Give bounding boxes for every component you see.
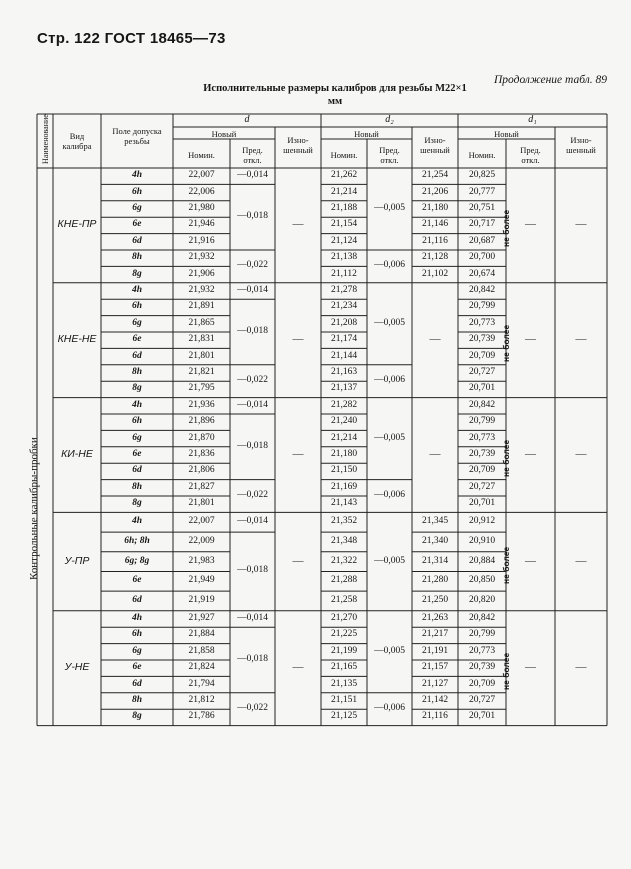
d2-nominal: 21,225 [330,629,358,640]
d-nominal: 21,946 [188,219,215,230]
d1-nominal: 20,674 [468,268,496,279]
header-pred-0: Пред. откл. [242,145,263,165]
d2-nominal: 21,214 [330,432,358,443]
d1-dev-dash: — [525,448,536,460]
continuation-note: Продолжение табл. 89 [494,74,607,86]
d1-nominal: 20,777 [468,186,496,197]
d-deviation: —0,014 [237,285,268,295]
header-nom-2: Номин. [468,150,496,160]
d2-worn: 21,206 [421,186,449,197]
fit-tolerance: 6d [132,465,142,476]
d1-nominal: 20,850 [468,575,496,586]
d-worn-dash: — [292,661,304,674]
d2-nominal: 21,135 [330,678,358,689]
d1-nominal: 20,773 [468,645,496,656]
d1-nominal: 20,739 [468,662,496,673]
d1-nominal: 20,912 [468,516,496,527]
d1-nominal: 20,842 [468,613,496,623]
fit-tolerance: 8g [132,383,142,394]
gauge-type: КИ-НЕ [61,448,93,460]
fit-tolerance: 6e [132,575,142,586]
d1-nominal: 20,739 [468,449,496,459]
d1-nominal: 20,701 [468,711,496,722]
header-d1: d₁ [528,114,537,125]
d2-deviation: —0,006 [374,703,405,714]
d2-worn: 21,157 [421,662,449,673]
fit-tolerance: 8g [132,498,142,509]
d2-worn: 21,345 [421,516,449,527]
header-new-d: Новый [211,129,237,139]
d-nominal: 21,936 [188,399,215,410]
d-nominal: 21,806 [188,465,215,476]
d-nominal: 22,007 [188,516,215,527]
d-nominal: 21,827 [188,481,215,492]
gauge-type: КНЕ-НЕ [57,333,97,346]
d1-nominal: 20,687 [468,235,496,246]
no-more-label: не более [501,324,511,363]
d2-nominal: 21,214 [330,186,358,197]
d2-nominal: 21,322 [330,555,358,566]
d-worn-dash: — [292,448,304,460]
d-deviation: —0,018 [237,211,268,222]
d2-worn: 21,102 [421,268,449,279]
fit-tolerance: 6g [132,203,142,213]
d2-worn-dash: — [429,448,441,460]
fit-tolerance: 6e [132,334,142,345]
d2-nominal: 21,180 [330,449,358,459]
no-more-label: не более [501,439,511,477]
d-nominal: 21,821 [188,367,215,377]
d2-worn: 21,146 [421,219,449,230]
d-nominal: 22,009 [188,535,215,546]
d2-worn-dash: — [429,333,441,346]
d2-nominal: 21,144 [330,350,358,361]
d2-nominal: 21,258 [330,594,358,605]
d2-nominal: 21,288 [330,575,358,586]
fit-tolerance: 8g [132,711,142,722]
d2-nominal: 21,352 [330,516,358,527]
d-deviation: —0,022 [237,490,268,500]
d2-nominal: 21,137 [330,383,358,394]
d1-nominal: 20,799 [468,629,496,640]
d2-deviation: —0,005 [374,203,405,213]
fit-tolerance: 6h [131,416,143,427]
d2-nominal: 21,138 [330,252,358,263]
d1-dev-dash: — [525,554,536,567]
d-deviation: —0,022 [237,260,268,271]
fit-tolerance: 4h [131,613,143,623]
fit-tolerance: 6e [132,219,142,230]
fit-tolerance: 4h [131,170,143,181]
d1-nominal: 20,701 [468,383,496,394]
d-nominal: 22,007 [188,170,215,181]
d2-worn: 21,263 [421,613,449,623]
d1-nominal: 20,799 [468,416,496,427]
fit-tolerance: 6d [132,235,142,246]
d-deviation: —0,018 [237,565,268,576]
d-nominal: 21,865 [188,317,215,328]
fit-tolerance: 6g [132,317,142,328]
title-text: Исполнительные размеры калибров для резьбы М22×1 [203,83,467,94]
d1-nominal: 20,727 [468,481,496,492]
d2-worn: 21,127 [421,678,449,689]
d1-nominal: 20,700 [468,252,496,263]
d1-nominal: 20,799 [468,301,496,312]
d1-nominal: 20,773 [468,432,496,443]
fit-tolerance: 6e [132,449,142,459]
d-deviation: —0,018 [237,440,268,451]
fit-tolerance: 6h; 8h [124,535,150,546]
d-deviation: —0,014 [237,516,268,527]
d2-nominal: 21,208 [330,317,358,328]
d-deviation: —0,018 [237,326,268,336]
header-new-d2: Новый [354,129,379,139]
d-nominal: 21,794 [188,678,215,689]
d2-worn: 21,116 [422,711,448,722]
header-pole: Поле допуска резьбы [112,126,162,146]
page-header: Стр. 122 ГОСТ 18465—73 [37,30,226,47]
d-nominal: 21,891 [188,301,215,312]
header-pred-1: Пред. откл. [379,145,400,165]
d2-worn: 21,180 [421,203,449,213]
d2-nominal: 21,163 [330,367,358,377]
d2-nominal: 21,165 [330,662,358,673]
d-nominal: 21,916 [188,235,215,246]
d1-nominal: 20,701 [468,498,496,509]
fit-tolerance: 4h [131,399,143,410]
d1-dev-dash: — [525,333,536,346]
d1-nominal: 20,727 [468,695,496,705]
d1-nominal: 20,825 [468,170,496,181]
d2-deviation: —0,005 [374,645,405,656]
d-nominal: 21,801 [188,350,215,361]
fit-tolerance: 6h [131,301,143,312]
gauge-type: КНЕ-ПР [57,218,97,231]
d1-worn-dash: — [575,218,587,231]
d-nominal: 21,896 [188,416,215,427]
fit-tolerance: 6g; 8g [124,555,150,566]
d2-worn: 21,217 [421,629,449,640]
d2-deviation: —0,005 [374,432,405,443]
d-worn-dash: — [292,554,304,567]
d2-deviation: —0,006 [374,490,405,500]
d1-nominal: 20,773 [468,317,496,328]
d-nominal: 21,906 [188,268,215,279]
d-worn-dash: — [292,333,304,346]
d2-worn: 21,314 [421,555,449,566]
side-label: Контрольные калибры-пробки [28,437,40,580]
d2-nominal: 21,143 [330,498,358,509]
no-more-label: не более [501,652,511,691]
gauge-type: У-НЕ [64,661,90,674]
fit-tolerance: 6g [132,432,142,443]
d-nominal: 21,801 [188,498,215,509]
d1-nominal: 20,751 [468,203,496,213]
d1-nominal: 20,842 [468,285,496,295]
d-nominal: 21,836 [188,449,215,459]
d2-deviation: —0,005 [374,317,405,328]
d-nominal: 21,858 [188,645,215,656]
d2-nominal: 21,240 [330,416,358,427]
header-pred-2: Пред. откл. [520,145,541,165]
d2-nominal: 21,174 [330,334,358,345]
header-nom-0: Номин. [188,150,215,160]
d-nominal: 21,870 [188,432,215,443]
d1-nominal: 20,842 [468,399,496,410]
d2-nominal: 21,154 [330,219,358,230]
d2-deviation: —0,005 [374,555,405,566]
no-more-label: не более [501,546,511,584]
d2-nominal: 21,188 [330,203,358,213]
d2-nominal: 21,124 [330,235,358,246]
d-deviation: —0,022 [237,375,268,386]
fit-tolerance: 8h [131,252,143,263]
d2-worn: 21,254 [421,170,449,181]
d1-nominal: 20,910 [468,535,496,546]
d-worn-dash: — [292,218,304,231]
header-naim: Наименование [41,114,50,164]
d2-worn: 21,191 [421,645,449,656]
d2-nominal: 21,270 [330,613,358,623]
fit-tolerance: 8g [132,268,142,279]
d2-nominal: 21,234 [330,301,358,312]
d1-nominal: 20,820 [468,594,496,605]
d2-worn: 21,340 [421,535,449,546]
d-deviation: —0,022 [237,703,268,714]
d1-nominal: 20,739 [468,334,496,345]
d1-nominal: 20,727 [468,367,496,377]
d-deviation: —0,018 [237,654,268,664]
fit-tolerance: 4h [131,516,143,527]
d1-dev-dash: — [525,218,536,231]
d-nominal: 21,949 [188,575,215,586]
d1-nominal: 20,884 [468,555,496,566]
d-nominal: 21,932 [188,252,215,263]
d1-worn-dash: — [575,554,587,567]
d-nominal: 21,831 [188,334,215,345]
d1-dev-dash: — [525,661,536,674]
d-nominal: 21,919 [188,594,215,605]
fit-tolerance: 6h [131,186,143,197]
d-deviation: —0,014 [237,170,268,181]
d2-deviation: —0,006 [374,375,405,386]
d2-nominal: 21,348 [330,535,358,546]
d-nominal: 21,983 [188,555,215,566]
d1-nominal: 20,709 [468,678,496,689]
d-nominal: 21,795 [188,383,215,394]
fit-tolerance: 8h [131,481,143,492]
fit-tolerance: 4h [131,285,143,295]
d-nominal: 21,932 [188,285,215,295]
d1-nominal: 20,709 [468,350,496,361]
header-izn-1: Изно-шенный [420,135,450,155]
d2-nominal: 21,150 [330,465,358,476]
d-nominal: 21,980 [188,203,215,213]
units-label: мм [327,96,343,107]
header-d: d [244,114,250,125]
d-deviation: —0,014 [237,613,268,623]
d2-nominal: 21,282 [330,399,358,410]
d1-worn-dash: — [575,333,587,346]
d2-nominal: 21,278 [330,285,358,295]
fit-tolerance: 8h [131,695,143,705]
fit-tolerance: 6e [132,662,142,673]
d2-worn: 21,250 [421,594,449,605]
d1-nominal: 20,717 [468,219,496,230]
d-nominal: 21,884 [188,629,215,640]
d-nominal: 21,927 [188,613,215,623]
fit-tolerance: 6d [132,594,142,605]
d-nominal: 21,812 [188,695,215,705]
header-d2: d₂ [385,114,394,125]
d1-worn-dash: — [575,448,587,460]
no-more-label: не более [501,210,511,248]
fit-tolerance: 6g [132,645,142,656]
gauge-type: У-ПР [64,554,90,567]
d1-nominal: 20,709 [468,465,496,476]
d-nominal: 21,824 [188,662,215,673]
fit-tolerance: 6h [131,629,143,640]
d-nominal: 21,786 [188,711,215,722]
d2-nominal: 21,199 [330,645,358,656]
d2-nominal: 21,169 [330,481,358,492]
d2-deviation: —0,006 [374,260,405,271]
header-izn-0: Изно-шенный [283,135,313,155]
header-vid: Вид калибра [62,131,92,151]
d1-worn-dash: — [575,661,587,674]
d2-nominal: 21,125 [330,711,358,722]
header-new-d1: Новый [494,129,519,139]
header-izn-2: Изно-шенный [566,135,596,155]
d2-worn: 21,128 [421,252,449,263]
d2-nominal: 21,112 [331,268,357,279]
fit-tolerance: 6d [132,678,142,689]
fit-tolerance: 8h [131,367,143,377]
d-nominal: 22,006 [188,186,215,197]
d2-worn: 21,142 [421,695,449,705]
d-deviation: —0,014 [237,399,268,410]
d2-nominal: 21,151 [330,695,358,705]
d2-worn: 21,280 [421,575,449,586]
header-nom-1: Номин. [330,150,358,160]
d2-nominal: 21,262 [330,170,358,181]
fit-tolerance: 6d [132,350,142,361]
d2-worn: 21,116 [422,235,448,246]
